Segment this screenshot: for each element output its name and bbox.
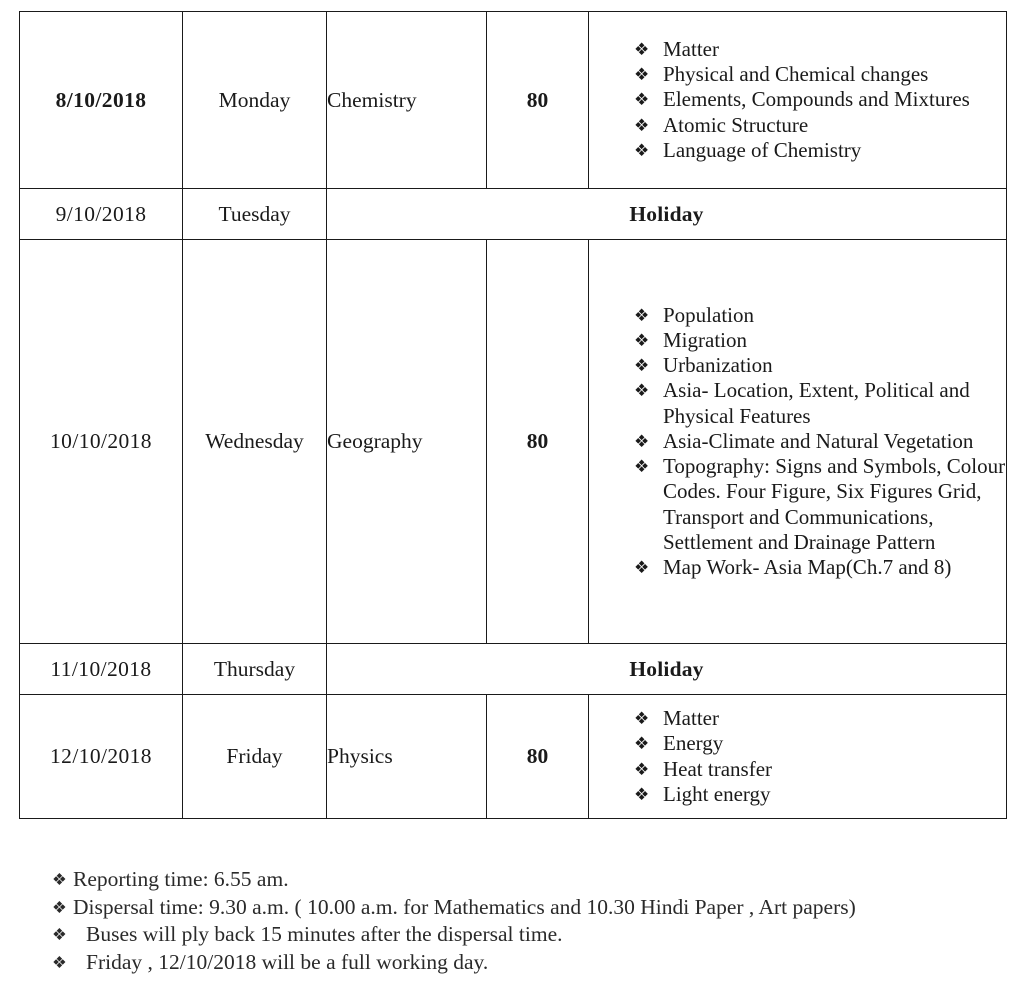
list-item (589, 113, 1006, 138)
diamond-bullet-icon: ❖ (52, 870, 67, 889)
cell-holiday-label: Holiday (327, 189, 1007, 240)
list-item (589, 138, 1006, 163)
datesheet-table-container (19, 11, 1006, 819)
topic-text: Topography: Signs and Symbols, Colour Codes. Four Figure, Six Figures Grid, Transport and Communications, Settlement and Drainage Pattern (663, 454, 1006, 554)
topic-text: Heat transfer (663, 756, 773, 781)
note-buses (52, 921, 1012, 949)
topic-text: Urbanization (663, 353, 773, 378)
topic-list (589, 303, 1006, 580)
diamond-bullet-icon: ❖ (634, 557, 650, 577)
note-text: Friday , 12/10/2018 will be a full working day. (86, 949, 489, 974)
topic-text: Migration (663, 328, 747, 353)
cell-marks: 80 (487, 695, 589, 819)
cell-date: 12/10/2018 (20, 695, 183, 819)
diamond-bullet-icon: ❖ (634, 356, 650, 376)
note-text: Buses will ply back 15 minutes after the dispersal time. (86, 922, 563, 946)
cell-day: Thursday (183, 644, 327, 695)
topic-text: Atomic Structure (663, 112, 809, 137)
cell-day: Friday (183, 695, 327, 819)
topic-text: Elements, Compounds and Mixtures (663, 87, 970, 112)
cell-day: Tuesday (183, 189, 327, 240)
diamond-bullet-icon: ❖ (634, 381, 650, 401)
diamond-bullet-icon: ❖ (634, 331, 650, 351)
cell-subject: Chemistry (327, 12, 487, 189)
diamond-bullet-icon: ❖ (52, 897, 67, 917)
cell-subject: Geography (327, 240, 487, 644)
list-item (589, 62, 1006, 87)
note-text: Reporting time: 6.55 am. (73, 867, 289, 891)
topic-list (589, 37, 1006, 163)
topic-text: Population (663, 302, 755, 327)
list-item (589, 429, 1006, 454)
topic-text: Physical and Chemical changes (663, 62, 929, 87)
cell-topics (589, 240, 1007, 644)
diamond-bullet-icon: ❖ (634, 90, 650, 110)
list-item (589, 454, 1006, 555)
list-item (589, 328, 1006, 353)
list-item (589, 757, 1006, 782)
table-row (20, 189, 1007, 240)
table-row (20, 240, 1007, 644)
list-item (589, 37, 1006, 62)
topic-list (589, 706, 1006, 807)
diamond-bullet-icon: ❖ (634, 734, 650, 754)
topic-text: Asia-Climate and Natural Vegetation (663, 428, 974, 453)
cell-date: 9/10/2018 (20, 189, 183, 240)
topic-text: Asia- Location, Extent, Political and Physical Features (663, 378, 970, 428)
diamond-bullet-icon: ❖ (634, 39, 650, 59)
topic-text: Matter (663, 706, 719, 731)
table-row (20, 695, 1007, 819)
diamond-bullet-icon: ❖ (634, 431, 650, 451)
table-row (20, 12, 1007, 189)
diamond-bullet-icon: ❖ (52, 952, 67, 972)
cell-date: 11/10/2018 (20, 644, 183, 695)
diamond-bullet-icon: ❖ (634, 115, 650, 135)
cell-day: Wednesday (183, 240, 327, 644)
cell-date: 8/10/2018 (20, 12, 183, 189)
list-item (589, 87, 1006, 112)
diamond-bullet-icon: ❖ (634, 457, 650, 477)
diamond-bullet-icon: ❖ (634, 709, 650, 729)
topic-text: Light energy (663, 781, 771, 806)
note-dispersal-time (52, 894, 1012, 922)
diamond-bullet-icon: ❖ (52, 925, 67, 944)
list-item (589, 353, 1006, 378)
datesheet-table (19, 11, 1007, 819)
list-item (589, 555, 1006, 580)
cell-topics (589, 12, 1007, 189)
diamond-bullet-icon: ❖ (634, 305, 650, 325)
list-item (589, 706, 1006, 731)
diamond-bullet-icon: ❖ (634, 759, 650, 779)
topic-text: Language of Chemistry (663, 137, 862, 162)
cell-date: 10/10/2018 (20, 240, 183, 644)
cell-subject: Physics (327, 695, 487, 819)
footer-notes (52, 866, 1012, 976)
list-item (589, 303, 1006, 328)
note-friday-working-day (52, 949, 1012, 977)
diamond-bullet-icon: ❖ (634, 65, 650, 85)
topic-text: Energy (663, 731, 724, 756)
table-row (20, 644, 1007, 695)
note-reporting-time (52, 866, 1012, 894)
list-item (589, 378, 1006, 428)
cell-topics (589, 695, 1007, 819)
cell-day: Monday (183, 12, 327, 189)
list-item (589, 782, 1006, 807)
topic-text: Matter (663, 36, 719, 61)
diamond-bullet-icon: ❖ (634, 140, 650, 160)
cell-marks: 80 (487, 240, 589, 644)
topic-text: Map Work- Asia Map(Ch.7 and 8) (663, 554, 952, 579)
cell-holiday-label: Holiday (327, 644, 1007, 695)
diamond-bullet-icon: ❖ (634, 784, 650, 804)
cell-marks: 80 (487, 12, 589, 189)
note-text: Dispersal time: 9.30 a.m. ( 10.00 a.m. for Mathematics and 10.30 Hindi Paper , Art papers) (73, 894, 856, 919)
list-item (589, 731, 1006, 756)
